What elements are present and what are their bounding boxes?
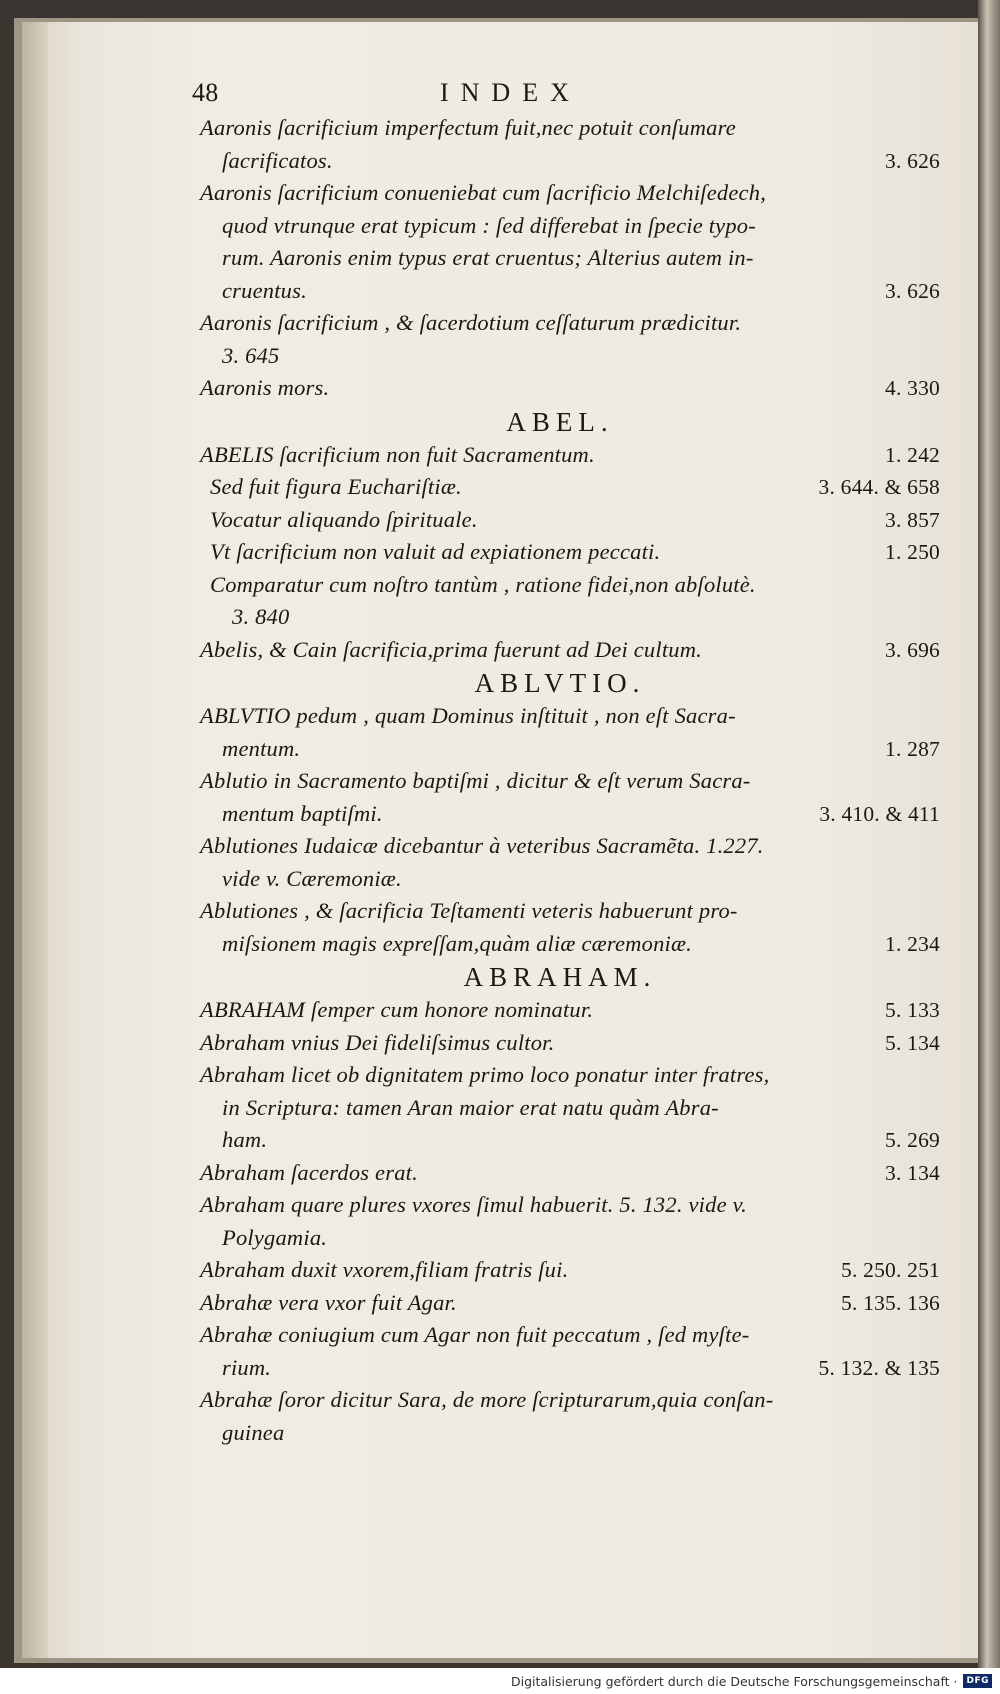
entry-line: mentum.: [222, 735, 301, 761]
index-content: [192, 78, 940, 1449]
entry-line: rium.: [222, 1354, 272, 1380]
index-entry: [200, 1254, 940, 1287]
index-entry: [200, 1287, 940, 1320]
entry-page-reference: 5. 134: [885, 1030, 940, 1055]
index-entry: [200, 895, 940, 960]
entry-line: rum. Aaronis enim typus erat cruentus; Alterius autem in-: [222, 245, 754, 270]
index-entry: [200, 569, 940, 634]
index-entry: [200, 830, 940, 895]
entry-line: Abrahæ vera vxor fuit Agar.: [200, 1289, 457, 1315]
scan-right-edge: [978, 0, 1000, 1668]
section-heading: ABLVTIO.: [474, 668, 646, 698]
entry-page-reference: 1. 242: [885, 442, 940, 467]
entry-line: quod vtrunque erat typicum : ſed differebat in ſpecie typo-: [222, 212, 756, 238]
entry-page-reference: 3. 410. & 411: [819, 801, 940, 826]
index-entry: [200, 994, 940, 1027]
index-entry: [200, 1157, 940, 1190]
entry-line: Ablutiones Iudaicæ dicebantur à veteribus Sacramẽta. 1.227.: [200, 833, 764, 858]
entry-line: Aaronis mors.: [200, 375, 330, 400]
entry-line: Polygamia.: [222, 1224, 328, 1250]
entry-page-reference: 5. 133: [885, 998, 940, 1022]
section-heading: ABRAHAM.: [463, 962, 657, 992]
entry-line: Vocatur aliquando ſpirituale.: [210, 506, 478, 532]
entry-line: ABRAHAM ſemper cum honore nominatur.: [200, 997, 594, 1022]
entry-line: vide v. Cæremoniæ.: [222, 865, 402, 891]
page-number: 48: [192, 78, 219, 107]
dfg-logo: DFG: [963, 1674, 992, 1688]
index-entry: [200, 112, 940, 177]
index-sections: [200, 112, 940, 1449]
index-entry: [200, 1059, 940, 1157]
index-entry: [200, 634, 940, 667]
entry-page-reference: 1. 234: [885, 931, 940, 956]
index-entry: [200, 439, 940, 472]
entry-line: Sed fuit figura Euchariſtiæ.: [210, 474, 462, 499]
entry-line: Abrahæ ſoror dicitur Sara, de more ſcripturarum,quia conſan-: [200, 1387, 774, 1412]
page-left-edge: [22, 22, 48, 1658]
entry-line: Ablutiones , & ſacrificia Teſtamenti veteris habuerunt pro-: [200, 898, 738, 923]
entry-line: cruentus.: [222, 277, 307, 303]
index-entry: [200, 700, 940, 765]
entry-page-reference: 3. 644. & 658: [818, 475, 940, 499]
entry-line: Aaronis ſacrificium imperfectum fuit,nec potuit conſumare: [200, 115, 736, 140]
entry-line: in Scriptura: tamen Aran maior erat natu quàm Abra-: [222, 1094, 719, 1120]
entry-line: Vt ſacrificium non valuit ad expiationem peccati.: [210, 539, 661, 564]
entry-line: ham.: [222, 1127, 268, 1152]
index-entry: [200, 536, 940, 569]
entry-page-reference: 5. 250. 251: [841, 1258, 940, 1282]
entry-line: Abraham quare plures vxores ſimul habuerit. 5. 132. vide v.: [200, 1192, 747, 1217]
entry-line: 3. 840: [232, 604, 290, 629]
entry-page-reference: 3. 626: [885, 148, 940, 173]
entry-line: Comparatur cum noſtro tantùm , ratione fidei,non abſolutè.: [210, 571, 756, 597]
entry-page-reference: 5. 132. & 135: [818, 1355, 940, 1380]
entry-line: Abraham duxit vxorem,filiam fratris ſui.: [200, 1257, 569, 1282]
index-entry: [200, 372, 940, 405]
page-header: [192, 78, 940, 112]
entry-line: ABELIS ſacrificium non fuit Sacramentum.: [200, 441, 595, 467]
entry-line: miſsionem magis expreſſam,quàm aliæ cæremoniæ.: [222, 930, 692, 956]
entry-line: ABLVTIO pedum , quam Dominus inſtituit , non eſt Sacra-: [200, 703, 736, 728]
index-entry: [200, 1189, 940, 1254]
index-entry: [200, 307, 940, 372]
entry-line: Abelis, & Cain ſacrificia,prima fuerunt ad Dei cultum.: [200, 636, 703, 662]
entry-page-reference: 3. 134: [885, 1160, 940, 1185]
index-entry: [200, 177, 940, 307]
entry-line: Ablutio in Sacramento baptiſmi , dicitur & eſt verum Sacra-: [200, 768, 751, 793]
entry-line: ſacrificatos.: [222, 147, 333, 173]
entry-line: 3. 645: [222, 342, 280, 368]
digitization-footer: [0, 1668, 1000, 1694]
footer-credit-text: Digitalisierung gefördert durch die Deutsche Forschungsgemeinschaft ·: [510, 1673, 958, 1689]
entry-line: mentum baptiſmi.: [222, 800, 383, 826]
entry-page-reference: 3. 857: [885, 507, 940, 532]
entry-line: Abraham licet ob dignitatem primo loco ponatur inter fratres,: [200, 1062, 770, 1087]
entry-line: Abraham vnius Dei fideliſsimus cultor.: [200, 1029, 555, 1055]
entry-page-reference: 5. 269: [885, 1128, 940, 1152]
index-entry: [200, 504, 940, 537]
index-entry: [200, 1027, 940, 1060]
entry-page-reference: 3. 696: [885, 637, 940, 662]
index-entry: [200, 471, 940, 504]
entry-page-reference: 1. 250: [885, 540, 940, 564]
entry-page-reference: 4. 330: [885, 376, 940, 400]
running-title: INDEX: [440, 78, 581, 107]
index-entry: [200, 1384, 940, 1449]
entry-line: Aaronis ſacrificium , & ſacerdotium ceſſaturum prædicitur.: [200, 310, 742, 335]
entry-page-reference: 3. 626: [885, 278, 940, 303]
entry-page-reference: 5. 135. 136: [841, 1290, 940, 1315]
entry-line: Abraham ſacerdos erat.: [200, 1159, 418, 1185]
section-heading: ABEL.: [506, 406, 614, 437]
entry-page-reference: 1. 287: [885, 736, 940, 761]
entry-line: Aaronis ſacrificium conueniebat cum ſacrificio Melchiſedech,: [200, 180, 767, 205]
index-entry: [200, 765, 940, 830]
entry-line: Abrahæ coniugium cum Agar non fuit peccatum , ſed myſte-: [200, 1322, 750, 1347]
index-entry: [200, 1319, 940, 1384]
entry-line: guinea: [222, 1419, 285, 1445]
